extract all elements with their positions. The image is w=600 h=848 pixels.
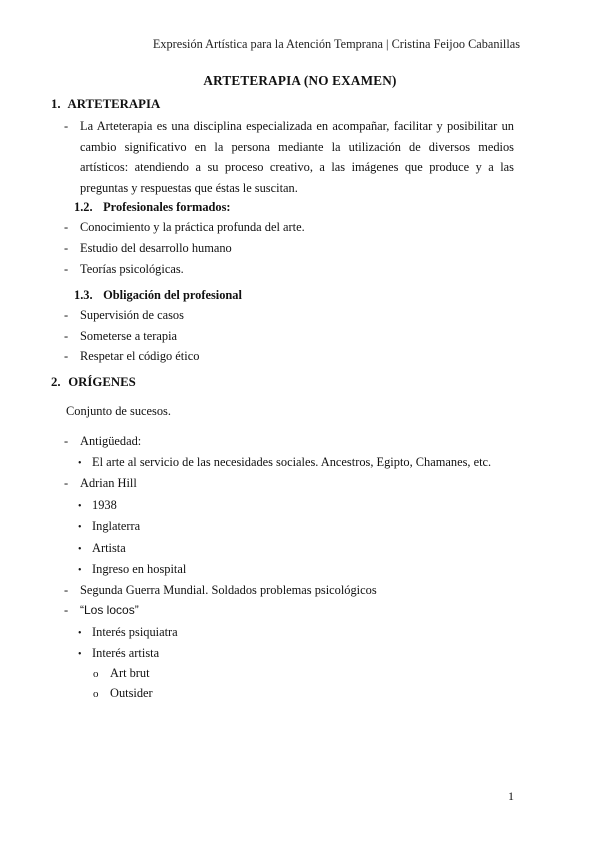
- section-1-number: 1.: [51, 97, 61, 111]
- list-item-text: Teorías psicológicas.: [80, 262, 184, 276]
- dash-marker: -: [64, 119, 69, 133]
- subsection-1-3-number: 1.3.: [74, 288, 93, 302]
- bullet-marker: •: [78, 544, 82, 555]
- dash-marker: -: [64, 603, 69, 617]
- bullet-item: [78, 562, 186, 577]
- bullet-text: Artista: [92, 541, 126, 555]
- bullet-item: [78, 646, 159, 661]
- bullet-text: Interés artista: [92, 646, 160, 660]
- circle-marker: o: [93, 668, 99, 680]
- sub-bullet-item: [93, 686, 153, 701]
- bullet-item: [78, 519, 140, 534]
- list-item-segunda-guerra: [64, 583, 377, 598]
- bullet-text: Inglaterra: [92, 519, 141, 533]
- bullet-marker: •: [78, 649, 82, 660]
- bullet-text: 1938: [92, 498, 117, 512]
- list-item-adrian-hill: [64, 476, 137, 491]
- subsection-1-3-title: Obligación del profesional: [103, 288, 242, 302]
- bullet-marker: •: [78, 522, 82, 533]
- list-item-text: Adrian Hill: [80, 476, 137, 490]
- sub-bullet-text: Outsider: [110, 686, 153, 700]
- list-item-los-locos: [64, 603, 139, 618]
- section-1-paragraph-item: [64, 116, 514, 198]
- dash-marker: -: [64, 241, 69, 255]
- bullet-item: [78, 498, 117, 513]
- list-item: [64, 329, 177, 344]
- dash-marker: -: [64, 476, 69, 490]
- list-item-text: Respetar el código ético: [80, 349, 200, 363]
- list-item-antiguedad: [64, 434, 141, 449]
- subsection-1-3-heading: [74, 288, 242, 303]
- list-item: [64, 308, 184, 323]
- subsection-1-2-heading: [74, 200, 231, 215]
- section-2-number: 2.: [51, 375, 61, 389]
- dash-marker: -: [64, 308, 69, 322]
- list-item-text: “Los locos”: [80, 603, 139, 617]
- bullet-item: [78, 625, 178, 640]
- dash-marker: -: [64, 220, 69, 234]
- subsection-1-2-title: Profesionales formados:: [103, 200, 231, 214]
- section-2-intro: Conjunto de sucesos.: [66, 404, 171, 418]
- dash-marker: -: [64, 349, 69, 363]
- bullet-marker: •: [78, 501, 82, 512]
- bullet-text: El arte al servicio de las necesidades sociales. Ancestros, Egipto, Chamanes, etc.: [92, 455, 492, 469]
- sub-bullet-text: Art brut: [110, 666, 150, 680]
- list-item: [64, 349, 199, 364]
- bullet-text: Interés psiquiatra: [92, 625, 178, 639]
- section-1-title: ARTETERAPIA: [67, 97, 161, 111]
- bullet-marker: •: [78, 458, 82, 469]
- list-item-text: Supervisión de casos: [80, 308, 184, 322]
- dash-marker: -: [64, 583, 69, 597]
- bullet-marker: •: [78, 565, 82, 576]
- list-item: [64, 220, 305, 235]
- sub-bullet-item: [93, 666, 150, 681]
- bullet-marker: •: [78, 628, 82, 639]
- dash-marker: -: [64, 434, 69, 448]
- subsection-1-2-number: 1.2.: [74, 200, 93, 214]
- list-item-text: Segunda Guerra Mundial. Soldados problemas psicológicos: [80, 583, 377, 597]
- bullet-item: [78, 541, 126, 556]
- list-item-text: Estudio del desarrollo humano: [80, 241, 232, 255]
- dash-marker: -: [64, 329, 69, 343]
- list-item-text: Antigüedad:: [80, 434, 142, 448]
- list-item-text: Conocimiento y la práctica profunda del arte.: [80, 220, 305, 234]
- document-title: ARTETERAPIA (NO EXAMEN): [203, 73, 397, 88]
- page-number: 1: [508, 789, 514, 803]
- section-1-heading: [51, 97, 160, 112]
- section-1-paragraph: La Arteterapia es una disciplina especializada en acompañar, facilitar y posibilitar un cambio significativo en la persona mediante la utilización de diversos medios artísticos: atendiendo a su proceso creativo, a las imágenes que produce y a las preguntas y respuestas que éstas le suscitan.: [80, 119, 514, 195]
- bullet-text: Ingreso en hospital: [92, 562, 187, 576]
- list-item: [64, 241, 232, 256]
- bullet-item: [78, 455, 491, 470]
- section-2-title: ORÍGENES: [68, 375, 136, 389]
- circle-marker: o: [93, 688, 99, 700]
- dash-marker: -: [64, 262, 69, 276]
- section-2-heading: [51, 375, 136, 390]
- list-item-text: Someterse a terapia: [80, 329, 178, 343]
- list-item: [64, 262, 184, 277]
- running-header: Expresión Artística para la Atención Temprana | Cristina Feijoo Cabanillas: [152, 37, 520, 51]
